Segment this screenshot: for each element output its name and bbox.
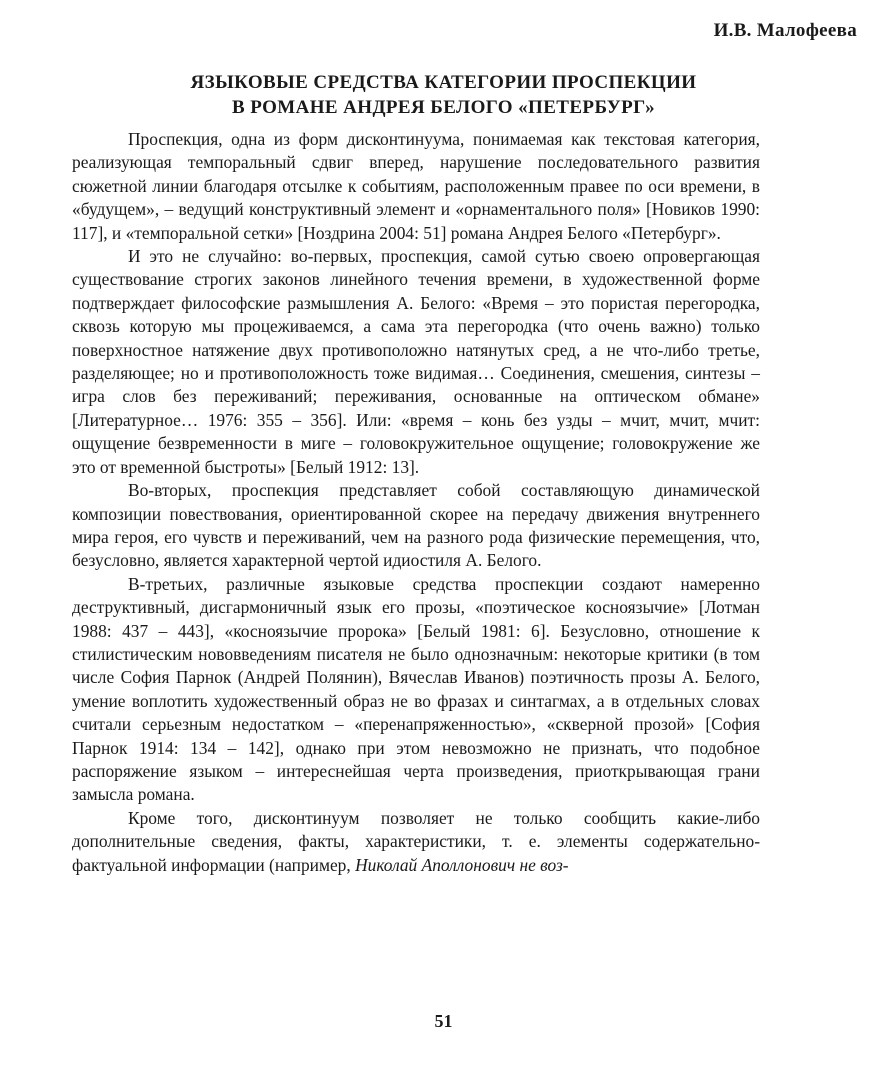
paragraph-2: И это не случайно: во-первых, проспекция, самой сутью своею опровергающая существование строгих законов линейного течения времени, в художественной форме подтверждает философские размышления А. Белого: «Время – это пористая перегородка, сквозь которую мы процеживаемся, а сама эта перегородка (что очень важно) только поверхностное натяжение двух противоположно натянутых сред, а не что-либо третье, разделяющее; но и противоположность тоже видимая… Соединения, смешения, синтезы – игра слов без переживаний; переживания, основанные на оптическом обмане» [Литературное… 1976: 355 – 356]. Или: «время – конь без узды – мчит, мчит, мчит: ощущение безвременности в миге – головокружительное ощущение; головокружение же это от временной быстроты» [Белый 1912: 13]. xyxy=(72,246,760,477)
article-body xyxy=(72,128,760,877)
paragraph-5-text: Кроме того, дисконтинуум позволяет не только сообщить какие-либо дополнительные сведения, факты, характеристики, т. е. элементы содержательно-фактуальной информации (например, xyxy=(72,807,760,875)
page-number: 51 xyxy=(434,1011,453,1031)
paragraph-4: В-третьих, различные языковые средства проспекции создают намеренно деструктивный, дисгармоничный язык его прозы, «поэтическое косноязычие» [Лотман 1988: 437 – 443], «косноязычие пророка» [Белый 1981: 6]. Безусловно, отношение к стилистическим нововведениям писателя не было однозначным: некоторые критики (в том числе София Парнок (Андрей Полянин), Вячеслав Иванов) поэтичность прозы А. Белого, умение воплотить художественный образ не во фразах и синтагмах, а в отдельных словах считали серьезным недостатком – «перенапряженностью», «скверной прозой» [София Парнок 1914: 134 – 142], однако при этом невозможно не признать, что подобное распоряжение языком – интереснейшая черта произведения, приоткрывающая грани замысла романа. xyxy=(72,573,760,805)
article-title xyxy=(60,70,827,120)
title-line-1: ЯЗЫКОВЫЕ СРЕДСТВА КАТЕГОРИИ ПРОСПЕКЦИИ xyxy=(190,72,697,93)
paragraph-1: Проспекция, одна из форм дисконтинуума, понимаемая как текстовая категория, реализующая темпоральный сдвиг вперед, нарушение последовательного развития сюжетной линии благодаря отсылке к событиям, расположенным правее по оси времени, в «будущем», – ведущий конструктивный элемент и «орнаментального поля» [Новиков 1990: 117], и «темпоральной сетки» [Ноздрина 2004: 51] романа Андрея Белого «Петербург». xyxy=(72,129,760,243)
paragraph-3: Во-вторых, проспекция представляет собой составляющую динамической композиции повествования, ориентированной скорее на передачу движения внутреннего мира героя, его чувств и переживаний, чем на разного рода физические перемещения, что, безусловно, является характерной чертой идиостиля А. Белого. xyxy=(72,480,760,571)
paragraph-5-italic: Николай Аполлонович не воз- xyxy=(355,854,569,875)
paragraph-5 xyxy=(72,807,760,877)
title-line-2: В РОМАНЕ АНДРЕЯ БЕЛОГО «ПЕТЕРБУРГ» xyxy=(232,97,655,118)
running-header-author: И.В. Малофеева xyxy=(713,20,857,41)
